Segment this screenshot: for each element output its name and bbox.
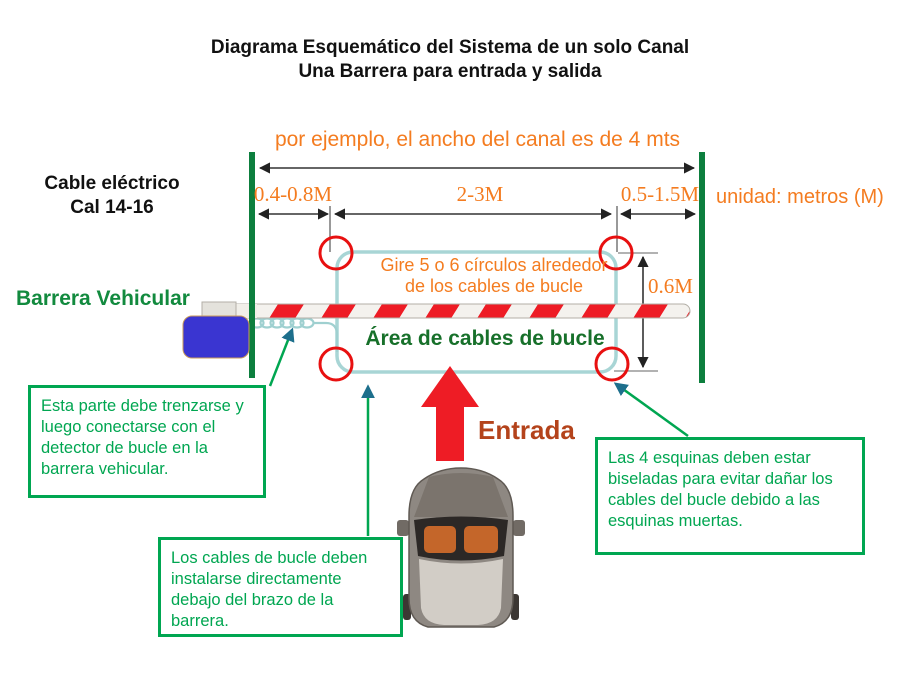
car-rear-glass	[414, 473, 508, 517]
twist-callout-arrow	[270, 330, 292, 386]
dimension-ticks	[330, 206, 617, 252]
corners-callout-arrow	[616, 384, 688, 436]
loop-turns-note-line1: Gire 5 o 6 círculos alrededor	[380, 255, 608, 275]
loop-area-label: Área de cables de bucle	[365, 327, 605, 350]
car-hood	[419, 559, 503, 625]
callout-twist: Esta parte debe trenzarse y luego conectarse con el detector de bucle en la barrera vehicular.	[28, 385, 266, 498]
loop-turns-note-line2: de los cables de bucle	[404, 276, 584, 296]
unit-note: unidad: metros (M)	[716, 186, 884, 208]
barrier-housing	[183, 316, 249, 358]
page-title-line1: Diagrama Esquemático del Sistema de un solo Canal	[210, 37, 690, 58]
electric-cable-label-line2: Cal 14-16	[70, 197, 154, 218]
electric-cable-label	[12, 172, 212, 220]
barrier-arm	[202, 302, 690, 318]
entrance-arrow	[421, 366, 479, 461]
callout-under-arm: Los cables de bucle deben instalarse directamente debajo del brazo de la barrera.	[158, 537, 403, 637]
car-seat-left	[424, 526, 456, 553]
entrance-label: Entrada	[478, 415, 575, 445]
car-mirror-left	[397, 520, 409, 536]
page-title-line2: Una Barrera para entrada y salida	[298, 61, 602, 82]
dim-label-left-gap: 0.4-0.8M	[253, 182, 333, 206]
electric-cable-label-line1: Cable eléctrico	[44, 173, 180, 194]
dim-label-loop-width: 2-3M	[456, 182, 504, 206]
dim-label-loop-height: 0.6M	[648, 274, 693, 298]
channel-width-note: por ejemplo, el ancho del canal es de 4 mts	[274, 128, 681, 151]
car-seat-right	[464, 526, 498, 553]
car-top-view	[397, 468, 525, 627]
dim-label-right-gap: 0.5-1.5M	[620, 182, 700, 206]
car-mirror-right	[513, 520, 525, 536]
vehicle-barrier-label: Barrera Vehicular	[16, 287, 190, 310]
twisted-cable	[251, 319, 338, 353]
loop-turns-note	[358, 255, 630, 297]
callout-corners: Las 4 esquinas deben estar biseladas para evitar dañar los cables del bucle debido a las esquinas muertas.	[595, 437, 865, 555]
barrier-arm-mount	[202, 302, 236, 317]
page-title	[0, 36, 900, 84]
